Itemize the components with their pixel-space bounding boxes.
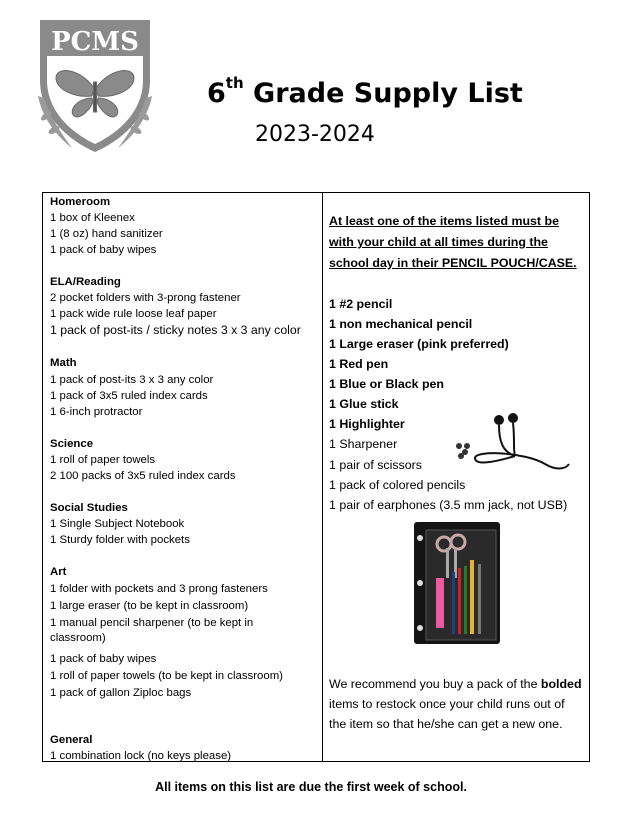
section-heading-math: Math xyxy=(50,357,77,369)
list-item: 1 large eraser (to be kept in classroom) xyxy=(50,600,249,612)
logo-text: PCMS xyxy=(51,27,139,57)
section-heading-ela: ELA/Reading xyxy=(50,276,121,288)
list-item: 1 roll of paper towels (to be kept in classroom) xyxy=(50,670,283,682)
list-item: 1 pack of post-its / sticky notes 3 x 3 any color xyxy=(50,323,301,337)
list-item: 1 pack of 3x5 ruled index cards xyxy=(50,390,208,402)
list-item: 1 folder with pockets and 3 prong fasteners xyxy=(50,583,268,595)
pouch-item: 1 Large eraser (pink preferred) xyxy=(329,337,509,351)
supply-table xyxy=(42,192,590,762)
pouch-item: 1 Red pen xyxy=(329,357,389,371)
pouch-item: 1 #2 pencil xyxy=(329,297,393,311)
school-logo xyxy=(34,16,156,156)
pouch-item: 1 pack of colored pencils xyxy=(329,478,466,492)
list-item: 1 pack of baby wipes xyxy=(50,244,157,256)
list-item: 1 6-inch protractor xyxy=(50,406,143,418)
pouch-item: 1 Glue stick xyxy=(329,397,399,411)
list-item: 1 Sturdy folder with pockets xyxy=(50,534,190,546)
list-item: 2 100 packs of 3x5 ruled index cards xyxy=(50,470,236,482)
pouch-item: 1 Sharpener xyxy=(329,437,398,451)
column-divider xyxy=(322,193,323,761)
pouch-item: 1 Blue or Black pen xyxy=(329,377,444,391)
list-item: 1 roll of paper towels xyxy=(50,454,156,466)
list-item: 1 box of Kleenex xyxy=(50,212,135,224)
earphones-icon xyxy=(455,412,575,474)
pouch-item: 1 pair of scissors xyxy=(329,458,422,472)
pouch-item: 1 non mechanical pencil xyxy=(329,317,473,331)
list-item: 1 Single Subject Notebook xyxy=(50,518,185,530)
list-item: 1 pack of gallon Ziploc bags xyxy=(50,687,192,699)
restock-recommendation: We recommend you buy a pack of the bolded items to restock once your child runs out of the item so that he/she can get a new one. xyxy=(329,677,582,731)
section-heading-science: Science xyxy=(50,438,94,450)
due-date-notice: All items on this list are due the first week of school. xyxy=(155,780,467,794)
list-item: 2 pocket folders with 3-prong fastener xyxy=(50,292,241,304)
pouch-item: 1 pair of earphones (3.5 mm jack, not USB) xyxy=(329,498,568,512)
page-title: 6th Grade Supply List xyxy=(207,74,523,109)
school-year: 2023-2024 xyxy=(255,122,375,147)
pencil-pouch-notice: At least one of the items listed must be with your child at all times during the school day in their PENCIL POUCH/CASE. xyxy=(329,214,577,270)
list-item: 1 pack of post-its 3 x 3 any color xyxy=(50,374,214,386)
section-heading-general: General xyxy=(50,734,93,746)
pouch-item: 1 Highlighter xyxy=(329,417,405,431)
section-heading-social-studies: Social Studies xyxy=(50,502,128,514)
list-item: 1 combination lock (no keys please) xyxy=(50,750,232,762)
section-heading-homeroom: Homeroom xyxy=(50,196,111,208)
section-heading-art: Art xyxy=(50,566,67,578)
list-item: 1 pack of baby wipes xyxy=(50,653,157,665)
list-item: 1 pack wide rule loose leaf paper xyxy=(50,308,217,320)
list-item: 1 (8 oz) hand sanitizer xyxy=(50,228,163,240)
pencil-pouch-icon xyxy=(412,520,502,646)
list-item: 1 manual pencil sharpener (to be kept in classroom) xyxy=(50,617,254,644)
